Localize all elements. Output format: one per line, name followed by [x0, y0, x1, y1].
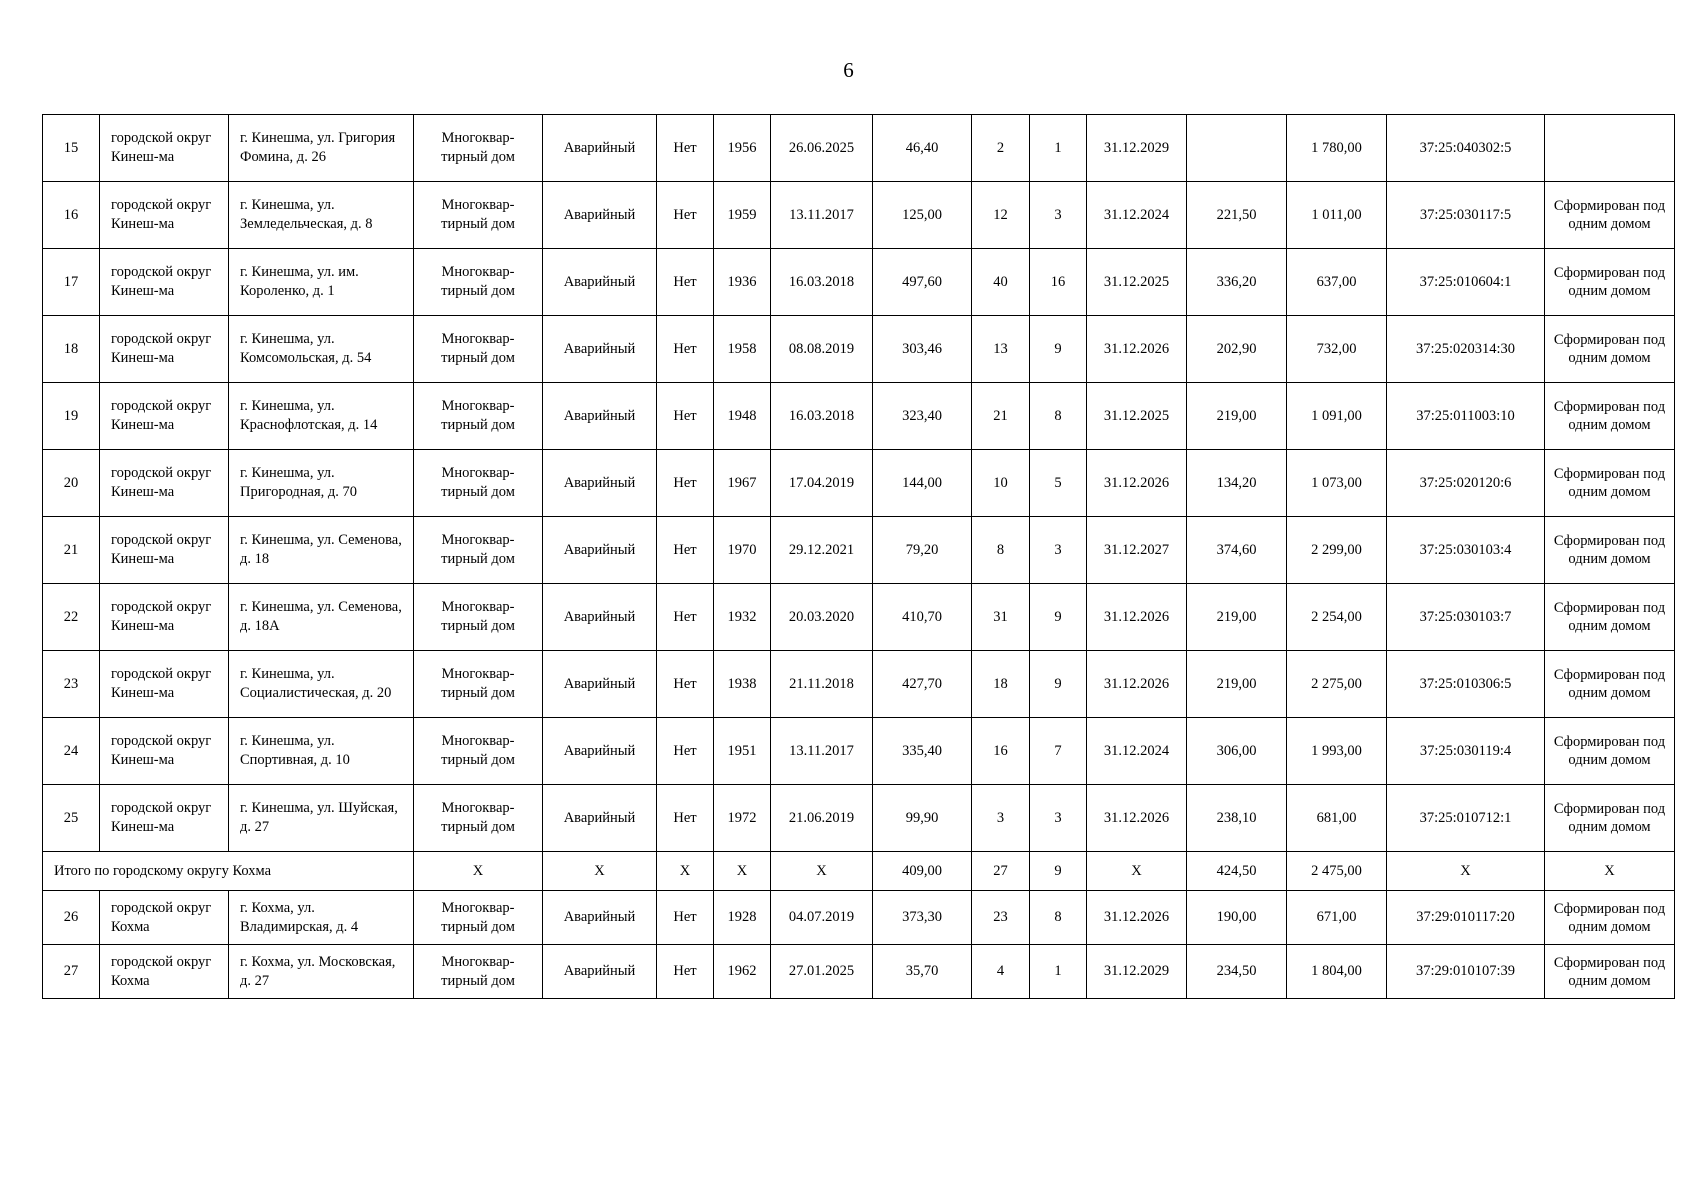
- cell-cadastral-number: 37:25:020314:30: [1387, 316, 1545, 383]
- total-cell-type: X: [414, 852, 543, 891]
- cell-status: Аварийный: [543, 891, 657, 945]
- cell-note: Сформирован под одним домом: [1545, 249, 1675, 316]
- total-cell-cadastral: X: [1387, 852, 1545, 891]
- cell-residents: 18: [972, 651, 1030, 718]
- cell-residents: 3: [972, 785, 1030, 852]
- total-cell-area: 409,00: [873, 852, 972, 891]
- cell-land-area: 221,50: [1187, 182, 1287, 249]
- cell-units: 16: [1030, 249, 1087, 316]
- cell-date: 13.11.2017: [771, 718, 873, 785]
- cell-units: 9: [1030, 651, 1087, 718]
- cell-number: 24: [43, 718, 100, 785]
- cell-date: 16.03.2018: [771, 249, 873, 316]
- cell-number: 16: [43, 182, 100, 249]
- cell-district: городской округ Кинеш-ма: [100, 517, 229, 584]
- cell-status: Аварийный: [543, 945, 657, 999]
- cell-note: Сформирован под одним домом: [1545, 891, 1675, 945]
- cell-number: 20: [43, 450, 100, 517]
- cell-number: 18: [43, 316, 100, 383]
- cell-deadline: 31.12.2026: [1087, 891, 1187, 945]
- cell-address: г. Кинешма, ул. Земледельческая, д. 8: [229, 182, 414, 249]
- cell-cost: 671,00: [1287, 891, 1387, 945]
- table-row: [43, 651, 1675, 718]
- cell-year: 1959: [714, 182, 771, 249]
- table-row: [43, 316, 1675, 383]
- table-row: [43, 182, 1675, 249]
- cell-note: Сформирован под одним домом: [1545, 785, 1675, 852]
- cell-date: 21.11.2018: [771, 651, 873, 718]
- cell-cadastral-number: 37:25:030103:4: [1387, 517, 1545, 584]
- total-cell-cost: 2 475,00: [1287, 852, 1387, 891]
- cell-number: 21: [43, 517, 100, 584]
- cell-land-area: 306,00: [1187, 718, 1287, 785]
- cell-cost: 1 073,00: [1287, 450, 1387, 517]
- cell-units: 9: [1030, 584, 1087, 651]
- table-row: [43, 115, 1675, 182]
- cell-year: 1938: [714, 651, 771, 718]
- cell-residents: 2: [972, 115, 1030, 182]
- cell-land-area: 219,00: [1187, 383, 1287, 450]
- cell-district: городской округ Кинеш-ма: [100, 651, 229, 718]
- cell-deadline: 31.12.2027: [1087, 517, 1187, 584]
- cell-units: 1: [1030, 115, 1087, 182]
- cell-area: 427,70: [873, 651, 972, 718]
- cell-district: городской округ Кинеш-ма: [100, 115, 229, 182]
- cell-units: 1: [1030, 945, 1087, 999]
- cell-year: 1948: [714, 383, 771, 450]
- cell-flag: Нет: [657, 383, 714, 450]
- cell-deadline: 31.12.2026: [1087, 316, 1187, 383]
- cell-number: 26: [43, 891, 100, 945]
- cell-date: 26.06.2025: [771, 115, 873, 182]
- cell-building-type: Многоквар-тирный дом: [414, 718, 543, 785]
- cell-flag: Нет: [657, 316, 714, 383]
- cell-note: Сформирован под одним домом: [1545, 182, 1675, 249]
- cell-number: 25: [43, 785, 100, 852]
- table-row: [43, 450, 1675, 517]
- cell-status: Аварийный: [543, 651, 657, 718]
- cell-date: 13.11.2017: [771, 182, 873, 249]
- cell-cost: 637,00: [1287, 249, 1387, 316]
- cell-status: Аварийный: [543, 785, 657, 852]
- cell-flag: Нет: [657, 450, 714, 517]
- cell-year: 1967: [714, 450, 771, 517]
- cell-address: г. Кинешма, ул. Комсомольская, д. 54: [229, 316, 414, 383]
- cell-note: Сформирован под одним домом: [1545, 316, 1675, 383]
- cell-address: г. Кинешма, ул. Социалистическая, д. 20: [229, 651, 414, 718]
- cell-flag: Нет: [657, 891, 714, 945]
- cell-date: 16.03.2018: [771, 383, 873, 450]
- cell-status: Аварийный: [543, 450, 657, 517]
- total-cell-flag: X: [657, 852, 714, 891]
- cell-district: городской округ Кинеш-ма: [100, 450, 229, 517]
- cell-residents: 40: [972, 249, 1030, 316]
- cell-year: 1936: [714, 249, 771, 316]
- cell-flag: Нет: [657, 945, 714, 999]
- cell-cadastral-number: 37:25:030119:4: [1387, 718, 1545, 785]
- cell-deadline: 31.12.2026: [1087, 651, 1187, 718]
- cell-flag: Нет: [657, 249, 714, 316]
- cell-building-type: Многоквар-тирный дом: [414, 249, 543, 316]
- cell-area: 303,46: [873, 316, 972, 383]
- cell-land-area: 219,00: [1187, 651, 1287, 718]
- cell-status: Аварийный: [543, 383, 657, 450]
- cell-building-type: Многоквар-тирный дом: [414, 517, 543, 584]
- cell-note: Сформирован под одним домом: [1545, 383, 1675, 450]
- cell-note: [1545, 115, 1675, 182]
- cell-address: г. Кинешма, ул. Шуйская, д. 27: [229, 785, 414, 852]
- cell-building-type: Многоквар-тирный дом: [414, 584, 543, 651]
- cell-units: 3: [1030, 785, 1087, 852]
- cell-address: г. Кохма, ул. Московская, д. 27: [229, 945, 414, 999]
- cell-units: 8: [1030, 383, 1087, 450]
- cell-date: 27.01.2025: [771, 945, 873, 999]
- cell-cost: 732,00: [1287, 316, 1387, 383]
- cell-note: Сформирован под одним домом: [1545, 584, 1675, 651]
- cell-district: городской округ Кинеш-ма: [100, 249, 229, 316]
- table-row: [43, 517, 1675, 584]
- cell-cadastral-number: 37:25:030103:7: [1387, 584, 1545, 651]
- housing-registry-table: [42, 114, 1675, 999]
- cell-residents: 10: [972, 450, 1030, 517]
- cell-building-type: Многоквар-тирный дом: [414, 891, 543, 945]
- cell-status: Аварийный: [543, 718, 657, 785]
- cell-address: г. Кинешма, ул. Семенова, д. 18: [229, 517, 414, 584]
- cell-number: 27: [43, 945, 100, 999]
- cell-cost: 1 993,00: [1287, 718, 1387, 785]
- total-cell-deadline: X: [1087, 852, 1187, 891]
- cell-status: Аварийный: [543, 584, 657, 651]
- cell-flag: Нет: [657, 517, 714, 584]
- table-body: [43, 115, 1675, 999]
- cell-residents: 23: [972, 891, 1030, 945]
- cell-building-type: Многоквар-тирный дом: [414, 450, 543, 517]
- cell-cost: 2 254,00: [1287, 584, 1387, 651]
- cell-land-area: 202,90: [1187, 316, 1287, 383]
- table-row: [43, 945, 1675, 999]
- total-cell-units: 9: [1030, 852, 1087, 891]
- cell-land-area: 336,20: [1187, 249, 1287, 316]
- total-label: Итого по городскому округу Кохма: [43, 852, 414, 891]
- cell-address: г. Кинешма, ул. Краснофлотская, д. 14: [229, 383, 414, 450]
- cell-date: 21.06.2019: [771, 785, 873, 852]
- cell-residents: 4: [972, 945, 1030, 999]
- cell-district: городской округ Кинеш-ма: [100, 718, 229, 785]
- cell-status: Аварийный: [543, 249, 657, 316]
- cell-area: 79,20: [873, 517, 972, 584]
- cell-cadastral-number: 37:25:011003:10: [1387, 383, 1545, 450]
- cell-units: 3: [1030, 517, 1087, 584]
- cell-year: 1970: [714, 517, 771, 584]
- cell-cost: 2 299,00: [1287, 517, 1387, 584]
- cell-date: 17.04.2019: [771, 450, 873, 517]
- cell-building-type: Многоквар-тирный дом: [414, 182, 543, 249]
- cell-year: 1932: [714, 584, 771, 651]
- cell-date: 29.12.2021: [771, 517, 873, 584]
- cell-flag: Нет: [657, 584, 714, 651]
- cell-year: 1958: [714, 316, 771, 383]
- cell-units: 3: [1030, 182, 1087, 249]
- cell-year: 1956: [714, 115, 771, 182]
- cell-cadastral-number: 37:25:030117:5: [1387, 182, 1545, 249]
- cell-land-area: 134,20: [1187, 450, 1287, 517]
- cell-date: 04.07.2019: [771, 891, 873, 945]
- cell-cadastral-number: 37:25:010712:1: [1387, 785, 1545, 852]
- cell-number: 19: [43, 383, 100, 450]
- cell-cost: 1 091,00: [1287, 383, 1387, 450]
- cell-status: Аварийный: [543, 316, 657, 383]
- cell-building-type: Многоквар-тирный дом: [414, 115, 543, 182]
- total-cell-residents: 27: [972, 852, 1030, 891]
- cell-district: городской округ Кохма: [100, 945, 229, 999]
- cell-deadline: 31.12.2025: [1087, 249, 1187, 316]
- cell-number: 22: [43, 584, 100, 651]
- cell-area: 410,70: [873, 584, 972, 651]
- cell-district: городской округ Кинеш-ма: [100, 182, 229, 249]
- cell-district: городской округ Кохма: [100, 891, 229, 945]
- cell-address: г. Кинешма, ул. Пригородная, д. 70: [229, 450, 414, 517]
- table-row: [43, 891, 1675, 945]
- total-cell-land-area: 424,50: [1187, 852, 1287, 891]
- cell-address: г. Кинешма, ул. Спортивная, д. 10: [229, 718, 414, 785]
- cell-cadastral-number: 37:29:010107:39: [1387, 945, 1545, 999]
- cell-district: городской округ Кинеш-ма: [100, 785, 229, 852]
- cell-flag: Нет: [657, 785, 714, 852]
- cell-deadline: 31.12.2026: [1087, 785, 1187, 852]
- table-row: [43, 249, 1675, 316]
- cell-land-area: 374,60: [1187, 517, 1287, 584]
- cell-note: Сформирован под одним домом: [1545, 945, 1675, 999]
- cell-district: городской округ Кинеш-ма: [100, 316, 229, 383]
- cell-land-area: [1187, 115, 1287, 182]
- cell-land-area: 238,10: [1187, 785, 1287, 852]
- cell-note: Сформирован под одним домом: [1545, 718, 1675, 785]
- cell-number: 17: [43, 249, 100, 316]
- cell-land-area: 190,00: [1187, 891, 1287, 945]
- total-cell-year: X: [714, 852, 771, 891]
- cell-address: г. Кохма, ул. Владимирская, д. 4: [229, 891, 414, 945]
- cell-deadline: 31.12.2025: [1087, 383, 1187, 450]
- cell-deadline: 31.12.2029: [1087, 115, 1187, 182]
- cell-residents: 8: [972, 517, 1030, 584]
- table-row: [43, 383, 1675, 450]
- cell-deadline: 31.12.2026: [1087, 450, 1187, 517]
- table-row: [43, 718, 1675, 785]
- cell-deadline: 31.12.2024: [1087, 718, 1187, 785]
- cell-area: 335,40: [873, 718, 972, 785]
- cell-area: 373,30: [873, 891, 972, 945]
- cell-land-area: 234,50: [1187, 945, 1287, 999]
- cell-area: 144,00: [873, 450, 972, 517]
- cell-note: Сформирован под одним домом: [1545, 651, 1675, 718]
- cell-address: г. Кинешма, ул. Семенова, д. 18А: [229, 584, 414, 651]
- cell-status: Аварийный: [543, 115, 657, 182]
- cell-building-type: Многоквар-тирный дом: [414, 651, 543, 718]
- cell-units: 5: [1030, 450, 1087, 517]
- cell-note: Сформирован под одним домом: [1545, 517, 1675, 584]
- cell-residents: 13: [972, 316, 1030, 383]
- cell-cost: 1 011,00: [1287, 182, 1387, 249]
- cell-cost: 1 780,00: [1287, 115, 1387, 182]
- cell-land-area: 219,00: [1187, 584, 1287, 651]
- cell-year: 1951: [714, 718, 771, 785]
- cell-area: 497,60: [873, 249, 972, 316]
- cell-deadline: 31.12.2026: [1087, 584, 1187, 651]
- total-row: [43, 852, 1675, 891]
- cell-area: 46,40: [873, 115, 972, 182]
- cell-area: 35,70: [873, 945, 972, 999]
- cell-district: городской округ Кинеш-ма: [100, 383, 229, 450]
- cell-flag: Нет: [657, 718, 714, 785]
- cell-status: Аварийный: [543, 182, 657, 249]
- cell-note: Сформирован под одним домом: [1545, 450, 1675, 517]
- cell-year: 1972: [714, 785, 771, 852]
- table-row: [43, 584, 1675, 651]
- cell-cadastral-number: 37:25:010306:5: [1387, 651, 1545, 718]
- cell-number: 23: [43, 651, 100, 718]
- cell-date: 20.03.2020: [771, 584, 873, 651]
- cell-area: 99,90: [873, 785, 972, 852]
- cell-deadline: 31.12.2024: [1087, 182, 1187, 249]
- cell-flag: Нет: [657, 182, 714, 249]
- cell-units: 8: [1030, 891, 1087, 945]
- cell-address: г. Кинешма, ул. Григория Фомина, д. 26: [229, 115, 414, 182]
- cell-building-type: Многоквар-тирный дом: [414, 316, 543, 383]
- cell-units: 9: [1030, 316, 1087, 383]
- cell-date: 08.08.2019: [771, 316, 873, 383]
- cell-number: 15: [43, 115, 100, 182]
- cell-flag: Нет: [657, 651, 714, 718]
- cell-flag: Нет: [657, 115, 714, 182]
- cell-deadline: 31.12.2029: [1087, 945, 1187, 999]
- cell-cadastral-number: 37:25:010604:1: [1387, 249, 1545, 316]
- cell-cost: 2 275,00: [1287, 651, 1387, 718]
- cell-building-type: Многоквар-тирный дом: [414, 785, 543, 852]
- cell-area: 125,00: [873, 182, 972, 249]
- total-cell-status: X: [543, 852, 657, 891]
- cell-status: Аварийный: [543, 517, 657, 584]
- total-cell-note: X: [1545, 852, 1675, 891]
- cell-cadastral-number: 37:25:020120:6: [1387, 450, 1545, 517]
- cell-district: городской округ Кинеш-ма: [100, 584, 229, 651]
- cell-residents: 16: [972, 718, 1030, 785]
- total-cell-date: X: [771, 852, 873, 891]
- table-row: [43, 785, 1675, 852]
- cell-building-type: Многоквар-тирный дом: [414, 383, 543, 450]
- cell-address: г. Кинешма, ул. им. Короленко, д. 1: [229, 249, 414, 316]
- cell-year: 1962: [714, 945, 771, 999]
- cell-residents: 21: [972, 383, 1030, 450]
- cell-area: 323,40: [873, 383, 972, 450]
- cell-cadastral-number: 37:29:010117:20: [1387, 891, 1545, 945]
- page-number: 6: [843, 58, 854, 82]
- cell-residents: 31: [972, 584, 1030, 651]
- cell-cadastral-number: 37:25:040302:5: [1387, 115, 1545, 182]
- cell-year: 1928: [714, 891, 771, 945]
- cell-units: 7: [1030, 718, 1087, 785]
- cell-residents: 12: [972, 182, 1030, 249]
- cell-cost: 681,00: [1287, 785, 1387, 852]
- cell-cost: 1 804,00: [1287, 945, 1387, 999]
- cell-building-type: Многоквар-тирный дом: [414, 945, 543, 999]
